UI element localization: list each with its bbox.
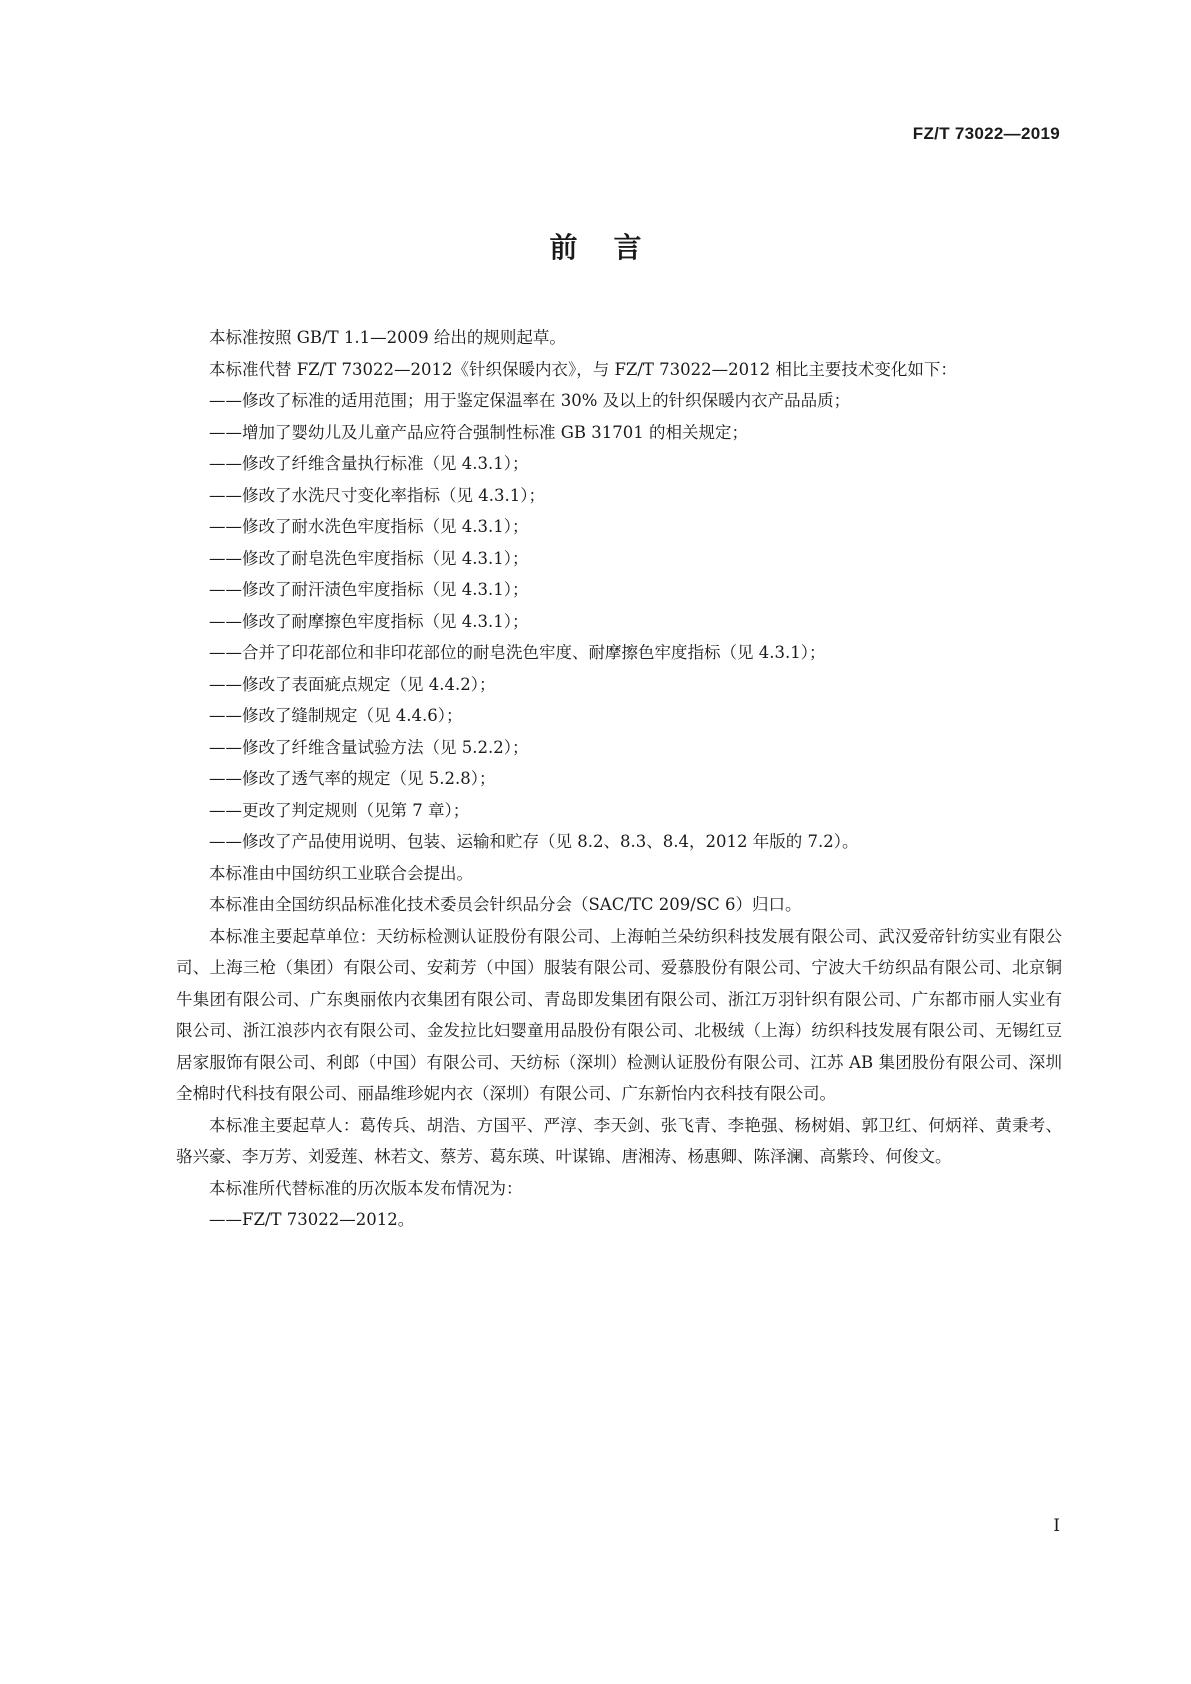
list-item-change: ——修改了纤维含量执行标准（见 4.3.1）； xyxy=(209,454,529,473)
list-item-change: ——修改了耐水洗色牢度指标（见 4.3.1）； xyxy=(209,517,529,536)
page-title: 前言 xyxy=(549,231,678,264)
list-item-change: ——修改了标准的适用范围；用于鉴定保温率在 30% 及以上的针织保暖内衣产品品质； xyxy=(209,391,851,410)
paragraph-previous-editions: 本标准所代替标准的历次版本发布情况为： xyxy=(209,1178,523,1198)
paragraph-proposed-by: 本标准由中国纺织工业联合会提出。 xyxy=(209,863,473,883)
list-item-previous-edition: ——FZ/T 73022—2012。 xyxy=(209,1210,415,1229)
list-item-change: ——修改了耐皂洗色牢度指标（见 4.3.1）； xyxy=(209,548,529,568)
paragraph-replacement: 本标准代替 FZ/T 73022—2012《针织保暖内衣》，与 FZ/T 73022—2012 相比主要技术变化如下： xyxy=(209,359,957,379)
list-item-change: ——修改了耐摩擦色牢度指标（见 4.3.1）； xyxy=(209,611,529,631)
list-item-change: ——修改了耐汗渍色牢度指标（见 4.3.1）； xyxy=(209,580,529,599)
list-item-change: ——修改了产品使用说明、包装、运输和贮存（见 8.2、8.3、8.4，2012 年版的 7.2）。 xyxy=(209,832,859,851)
list-item-change: ——增加了婴幼儿及儿童产品应符合强制性标准 GB 31701 的相关规定； xyxy=(209,422,749,442)
paragraph-drafting-organizations: 本标准主要起草单位：天纺标检测认证股份有限公司、上海帕兰朵纺织科技发展有限公司、武汉爱帝针纺实业有限公司、上海三枪（集团）有限公司、安莉芳（中国）服装有限公司、爱慕股份有限公司、宁波大千纺织品有限公司、北京铜牛集团有限公司、广东奥丽侬内衣集团有限公司、青岛即发集团有限公司、浙江万羽针织有限公司、广东都市丽人实业有限公司、浙江浪莎内衣有限公司、金发拉比妇婴童用品股份有限公司、北极绒（上海）纺织科技发展有限公司、无锡红豆居家服饰有限公司、利郎（中国）有限公司、天纺标（深圳）检测认证股份有限公司、江苏 AB 集团股份有限公司、深圳全棉时代科技有限公司、丽晶维珍妮内衣（深圳）有限公司、广东新怡内衣科技有限公司。 xyxy=(176,926,1062,1103)
paragraph-drafting-rules: 本标准按照 GB/T 1.1—2009 给出的规则起草。 xyxy=(209,328,566,347)
list-item-change: ——修改了缝制规定（见 4.4.6）； xyxy=(209,706,463,725)
standard-number: FZ/T 73022—2019 xyxy=(912,124,1060,143)
foreword-body xyxy=(176,322,1062,1236)
list-item-change: ——合并了印花部位和非印花部位的耐皂洗色牢度、耐摩擦色牢度指标（见 4.3.1）； xyxy=(209,643,826,662)
list-item-change: ——修改了透气率的规定（见 5.2.8）； xyxy=(209,769,496,788)
list-item-change: ——修改了表面疵点规定（见 4.4.2）； xyxy=(209,674,496,694)
list-item-change: ——更改了判定规则（见第 7 章）； xyxy=(209,800,470,820)
page-number: I xyxy=(1053,1516,1060,1536)
list-item-change: ——修改了纤维含量试验方法（见 5.2.2）； xyxy=(209,737,529,757)
paragraph-administered-by: 本标准由全国纺织品标准化技术委员会针织品分会（SAC/TC 209/SC 6）归口。 xyxy=(209,895,802,914)
paragraph-drafters: 本标准主要起草人：葛传兵、胡浩、方国平、严淳、李天剑、张飞青、李艳强、杨树娟、郭卫红、何炳祥、黄秉考、骆兴豪、李万芳、刘爱莲、林若文、蔡芳、葛东瑛、叶谋锦、唐湘涛、杨惠卿、陈泽澜、高紫玲、何俊文。 xyxy=(176,1115,1062,1166)
list-item-change: ——修改了水洗尺寸变化率指标（见 4.3.1）； xyxy=(209,485,545,505)
